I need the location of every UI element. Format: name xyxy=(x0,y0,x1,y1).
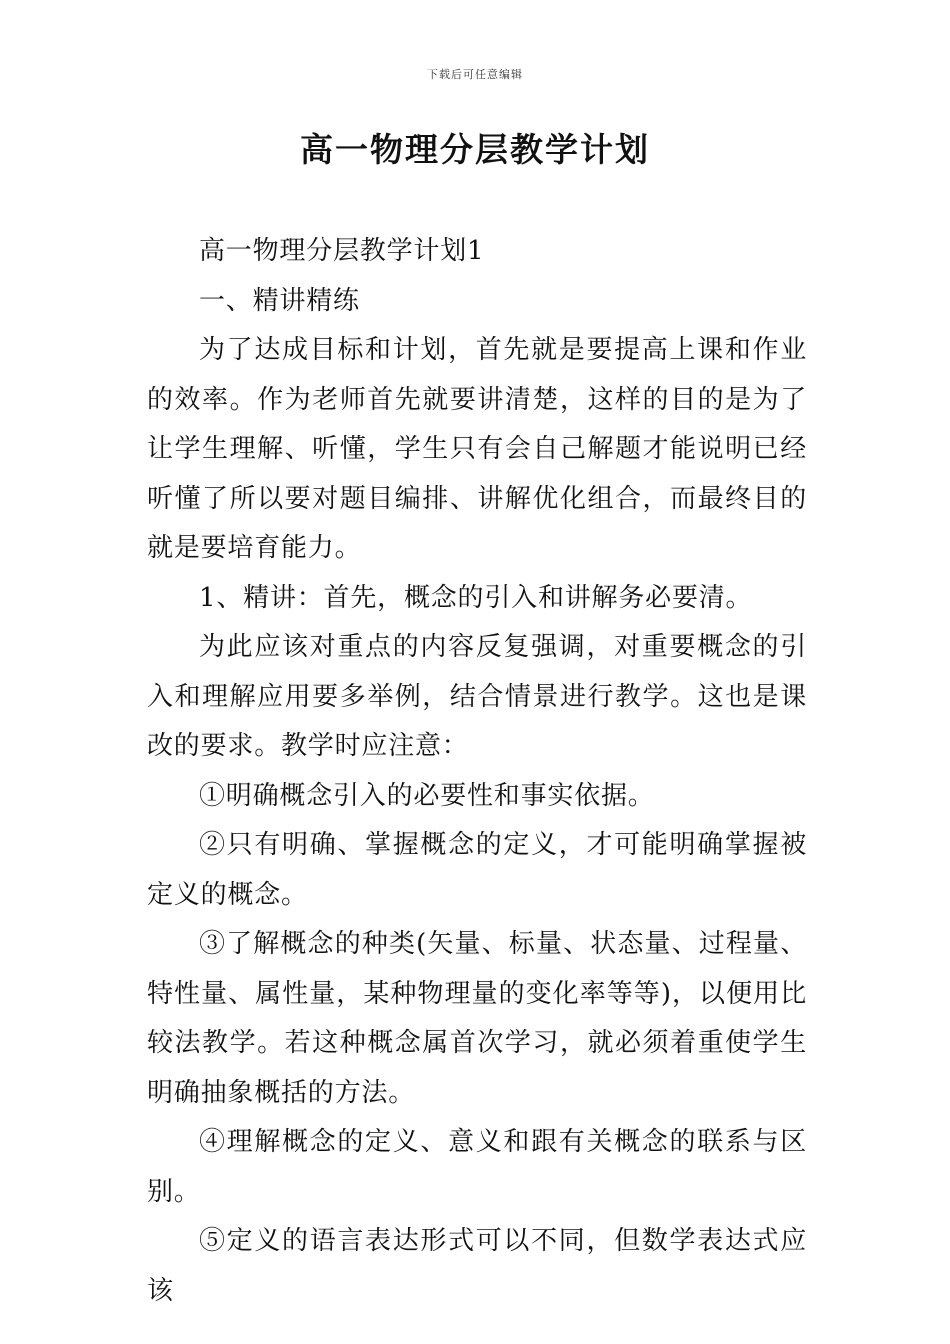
list-item: ③了解概念的种类(矢量、标量、状态量、过程量、特性量、属性量，某种物理量的变化率等等)，以便用比较法教学。若这种概念属首次学习，就必须着重使学生明确抽象概括的方法。 xyxy=(147,929,807,1108)
document-title: 高一物理分层教学计划 xyxy=(300,130,650,169)
list-item: ①明确概念引入的必要性和事实依据。 xyxy=(199,780,655,811)
paragraph-subtitle: 高一物理分层教学计划1 xyxy=(199,236,485,266)
document-body xyxy=(147,227,807,1316)
list-item: ⑤定义的语言表达形式可以不同，但数学表达式应该 xyxy=(147,1226,807,1306)
paragraph-section-heading: 一、精讲精练 xyxy=(199,285,360,316)
paragraph: 为了达成目标和计划，首先就是要提高上课和作业的效率。作为老师首先就要讲清楚，这样的目的是为了让学生理解、听懂，学生只有会自己解题才能说明已经听懂了所以要对题目编排、讲解优化组合，而最终目的就是要培育能力。 xyxy=(147,335,807,563)
list-item: ②只有明确、掌握概念的定义，才可能明确掌握被定义的概念。 xyxy=(147,830,807,910)
header-note: 下载后可任意编辑 xyxy=(427,68,523,81)
list-item: ④理解概念的定义、意义和跟有关概念的联系与区别。 xyxy=(147,1127,807,1207)
paragraph: 1、精讲：首先，概念的引入和讲解务必要清。 xyxy=(199,582,753,613)
paragraph: 为此应该对重点的内容反复强调，对重要概念的引入和理解应用要多举例，结合情景进行教学。这也是课改的要求。教学时应注意： xyxy=(147,632,807,761)
